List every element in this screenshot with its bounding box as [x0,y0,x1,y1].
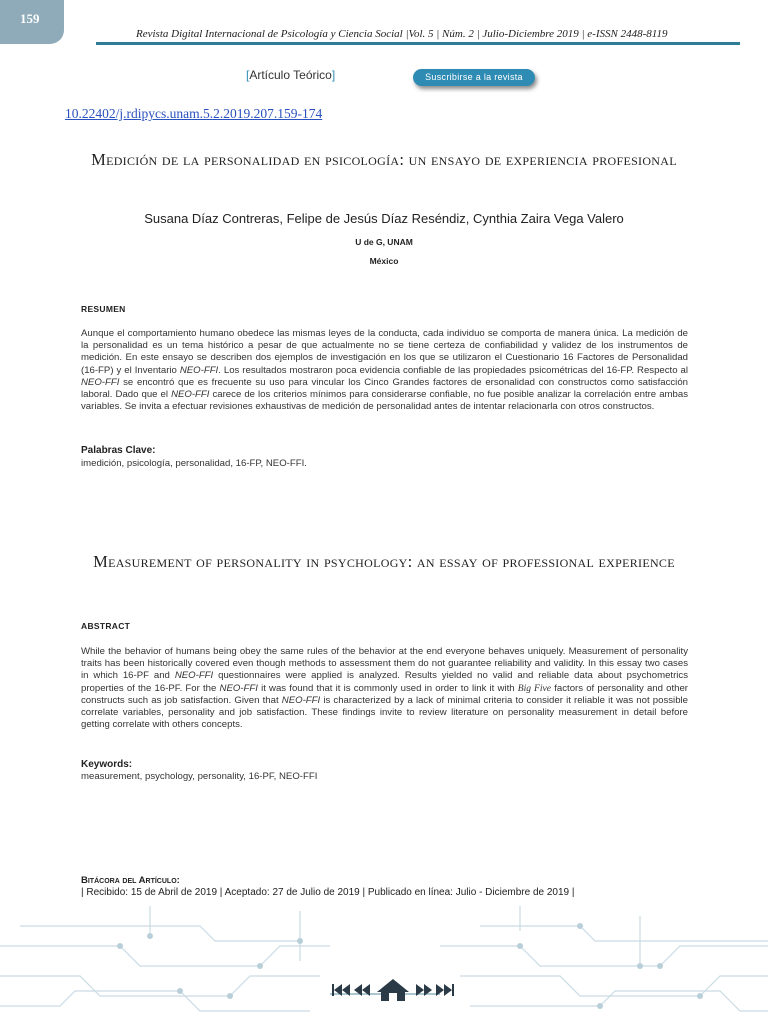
article-type-label: Artículo Teórico [249,68,332,82]
bitacora-label: Bitácora del Artículo: [81,875,180,886]
last-page-icon[interactable] [436,984,454,996]
abstract-text: While the behavior of humans being obey the same rules of the behavior at the end everyone behaves uniquely. Measurement of personality traits has been historically covered even though methods to assessment them do not guarantee reliability and validity. In this essay two cases in which 16-PF and NEO-FFI questionnaires were applied is analyzed. Results yielded no valid and reliable data about psychometrics properties of the 16-PF. For the NEO-FFI it was found that it is commonly used in order to link it with Big Five factors of personality and other constructs such as job satisfaction. Given that NEO-FFI is characterized by a lack of minimal criteria to consider it reliable it was not possible correlate variables, personality and job satisfaction. These findings invite to review literature on personality measurement in detail before getting correlate with others concepts. [81,646,689,731]
affiliation: U de G, UNAM [355,237,413,247]
title-english: Measurement of personality in psychology: an essay of professional experience [93,552,675,571]
title-spanish: Medición de la personalidad en psicología: un ensayo de experiencia profesional [91,150,677,169]
abstract-heading: ABSTRACT [81,621,131,631]
keywords-en-label: Keywords: [81,759,133,770]
page-number: 159 [0,0,64,44]
resumen-text: Aunque el comportamiento humano obedece las mismas leyes de la conducta, cada individuo se comporta de manera única. La medición de la personalidad es un tema histórico a pesar de que actualmente no se tiene certeza de confiabilidad y validez de los instrumentos de medición. En este ensayo se describen dos ejemplos de investigación en los que se utilizaron el Cuestionario 16 Factores de Personalidad (16-FP) y el Inventario NEO-FFI. Los resultados mostraron poca evidencia confiable de las propiedades psicométricas del 16-FP. Respecto al NEO-FFI se encontró que es frecuente su uso para vincular los Cinco Grandes factores de ersonalidad con constructos como satisfacción laboral. Dado que el NEO-FFI carece de los criterios mínimos para considerarse confiable, no fue posible analizar la correlación entre ambas variables. Se invita a efectuar revisiones exhaustivas de medición de personalidad antes de intentar relacionarla con otros constructos. [81,328,688,413]
previous-page-icon[interactable] [354,984,370,996]
keywords-es: imedición, psicología, personalidad, 16-FP, NEO-FFI. [81,458,307,469]
article-type: [Artículo Teórico] [246,68,336,82]
keywords-en: measurement, psychology, personality, 16-PF, NEO-FFI [81,771,318,782]
authors: Susana Díaz Contreras, Felipe de Jesús Díaz Reséndiz, Cynthia Zaira Vega Valero [144,211,624,226]
resumen-heading: RESUMEN [81,304,126,314]
country: México [369,256,399,266]
header-rule [96,42,740,45]
keywords-es-label: Palabras Clave: [81,445,156,456]
next-page-icon[interactable] [416,984,432,996]
navigation-bar [330,978,456,1002]
bitacora-dates: | Recibido: 15 de Abril de 2019 | Aceptado: 27 de Julio de 2019 | Publicado en línea: Julio - Diciembre de 2019 | [81,887,575,898]
subscribe-button[interactable]: Suscribirse a la revista [413,69,535,86]
first-page-icon[interactable] [332,984,350,996]
home-icon[interactable] [377,979,409,1001]
journal-header: Revista Digital Internacional de Psicología y Ciencia Social |Vol. 5 | Núm. 2 | Julio-Diciembre 2019 | e-ISSN 2448-8119 [136,28,668,40]
circuit-decoration [0,906,768,1024]
doi-link[interactable]: 10.22402/j.rdipycs.unam.5.2.2019.207.159-174 [65,106,323,121]
